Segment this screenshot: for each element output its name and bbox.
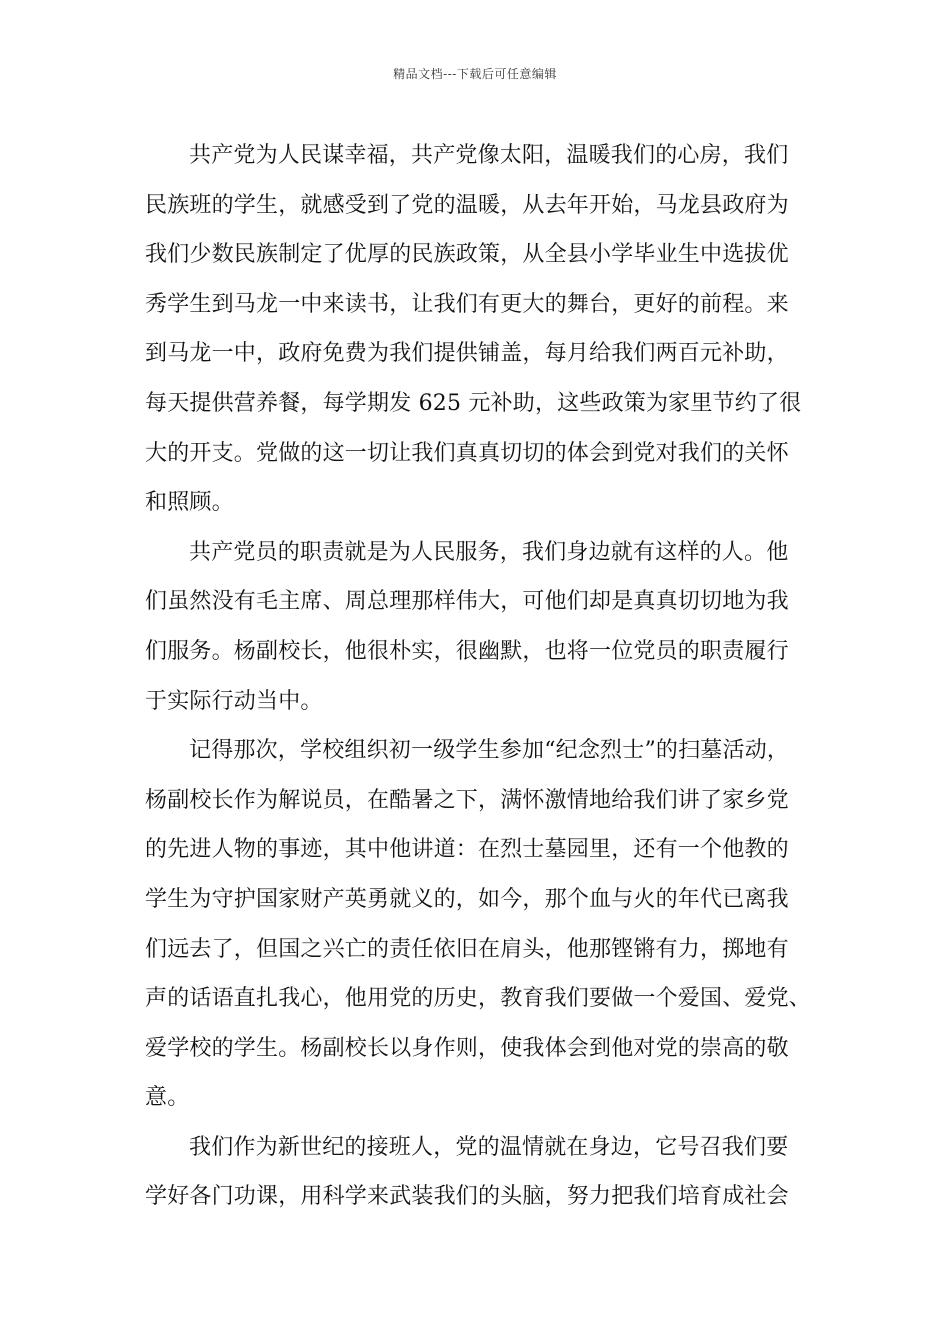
text-line: 记得那次，学校组织初一级学生参加“纪念烈士”的扫墓活动， [189, 738, 790, 764]
text-line: 意。 [145, 1085, 190, 1111]
text-line: 到马龙一中，政府免费为我们提供铺盖，每月给我们两百元补助， [145, 341, 789, 367]
paragraph-1 [145, 131, 807, 528]
text-line: 们虽然没有毛主席、周总理那样伟大，可他们却是真真切切地为我 [145, 589, 789, 615]
paragraph-2 [145, 528, 807, 726]
text-line: 于实际行动当中。 [145, 688, 323, 714]
text-line: 声的话语直扎我心，他用党的历史，教育我们要做一个爱国、爱党、 [145, 986, 812, 1012]
text-line: 民族班的学生，就感受到了党的温暖，从去年开始，马龙县政府为 [145, 192, 789, 218]
page-header: 精品文档---下载后可任意编辑 [393, 67, 557, 81]
text-line: 的先进人物的事迹，其中他讲道：在烈士墓园里，还有一个他教的 [145, 837, 789, 863]
text-line: 们服务。杨副校长，他很朴实，很幽默，也将一位党员的职责履行 [145, 638, 789, 664]
text-line: 共产党员的职责就是为人民服务，我们身边就有这样的人。他 [189, 539, 789, 565]
text-line: 共产党为人民谋幸福，共产党像太阳，温暖我们的心房，我们 [189, 143, 789, 168]
document-body [145, 131, 812, 1222]
text-line: 学生为守护国家财产英勇就义的，如今，那个血与火的年代已离我 [145, 886, 789, 912]
text-line: 杨副校长作为解说员，在酷暑之下，满怀激情地给我们讲了家乡党 [145, 787, 789, 813]
paragraph-4 [145, 1123, 807, 1222]
text-line: 每天提供营养餐，每学期发 625 元补助，这些政策为家里节约了很 [145, 390, 802, 416]
text-line: 爱学校的学生。杨副校长以身作则，使我体会到他对党的崇高的敬 [145, 1035, 789, 1061]
text-line: 们远去了，但国之兴亡的责任依旧在肩头，他那铿锵有力，掷地有 [145, 936, 789, 962]
text-line: 我们作为新世纪的接班人，党的温情就在身边，它号召我们要 [189, 1134, 789, 1160]
paragraph-3 [145, 726, 812, 1123]
text-line: 秀学生到马龙一中来读书，让我们有更大的舞台，更好的前程。来 [145, 291, 789, 317]
text-line: 和照顾。 [145, 490, 234, 516]
text-line: 大的开支。党做的这一切让我们真真切切的体会到党对我们的关怀 [145, 440, 789, 466]
text-line: 我们少数民族制定了优厚的民族政策，从全县小学毕业生中选拔优 [145, 242, 789, 268]
text-line: 学好各门功课，用科学来武装我们的头脑，努力把我们培育成社会 [145, 1184, 789, 1210]
